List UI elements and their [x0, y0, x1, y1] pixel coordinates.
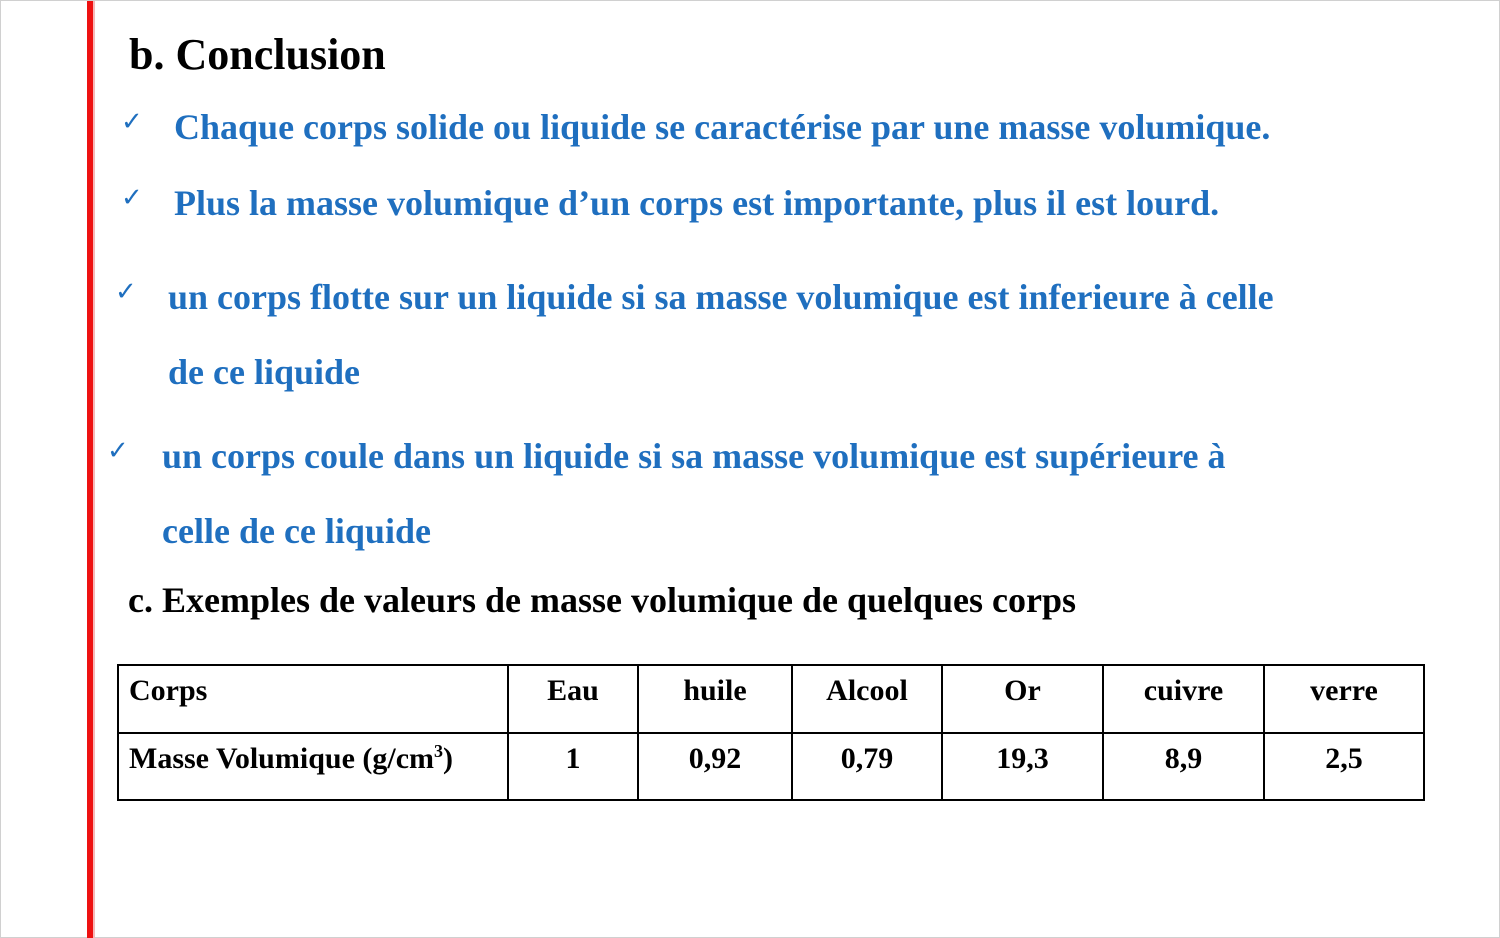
conclusion-item-3-line-1: un corps flotte sur un liquide si sa masse volumique est inferieure à celle [168, 277, 1274, 317]
table-header-cell: cuivre [1103, 665, 1264, 733]
conclusion-item-3-line-2: de ce liquide [168, 352, 361, 392]
table-cell: 1 [508, 733, 638, 801]
table-row [118, 733, 1424, 801]
table-row-label [118, 733, 508, 801]
row-label-exponent: 3 [434, 740, 444, 761]
checkmark-icon: ✓ [121, 107, 143, 137]
table-cell: 2,5 [1264, 733, 1424, 801]
table-header-cell: Alcool [792, 665, 942, 733]
table-cell: 19,3 [942, 733, 1103, 801]
examples-heading: c. Exemples de valeurs de masse volumique de quelques corps [128, 580, 1077, 620]
checkmark-icon: ✓ [121, 183, 143, 213]
row-label-text: Masse Volumique (g/cm [129, 741, 435, 775]
table-header-row [118, 665, 1424, 733]
table-header-cell: Eau [508, 665, 638, 733]
table-header-label: Corps [118, 665, 508, 733]
table-cell: 8,9 [1103, 733, 1264, 801]
density-table [117, 664, 1425, 801]
conclusion-item-4-line-2: celle de ce liquide [162, 511, 431, 551]
table-header-cell: verre [1264, 665, 1424, 733]
red-bar-shadow [93, 1, 95, 938]
table-cell: 0,79 [792, 733, 942, 801]
table-cell: 0,92 [638, 733, 792, 801]
table-header-cell: huile [638, 665, 792, 733]
conclusion-item-4-line-1: un corps coule dans un liquide si sa masse volumique est supérieure à [162, 436, 1226, 476]
checkmark-icon: ✓ [107, 436, 129, 466]
checkmark-icon: ✓ [115, 277, 137, 307]
row-label-close: ) [443, 741, 454, 775]
table-header-cell: Or [942, 665, 1103, 733]
conclusion-item-2: Plus la masse volumique d’un corps est importante, plus il est lourd. [174, 183, 1220, 223]
conclusion-heading: b. Conclusion [129, 30, 386, 79]
conclusion-item-1: Chaque corps solide ou liquide se caractérise par une masse volumique. [174, 107, 1271, 147]
